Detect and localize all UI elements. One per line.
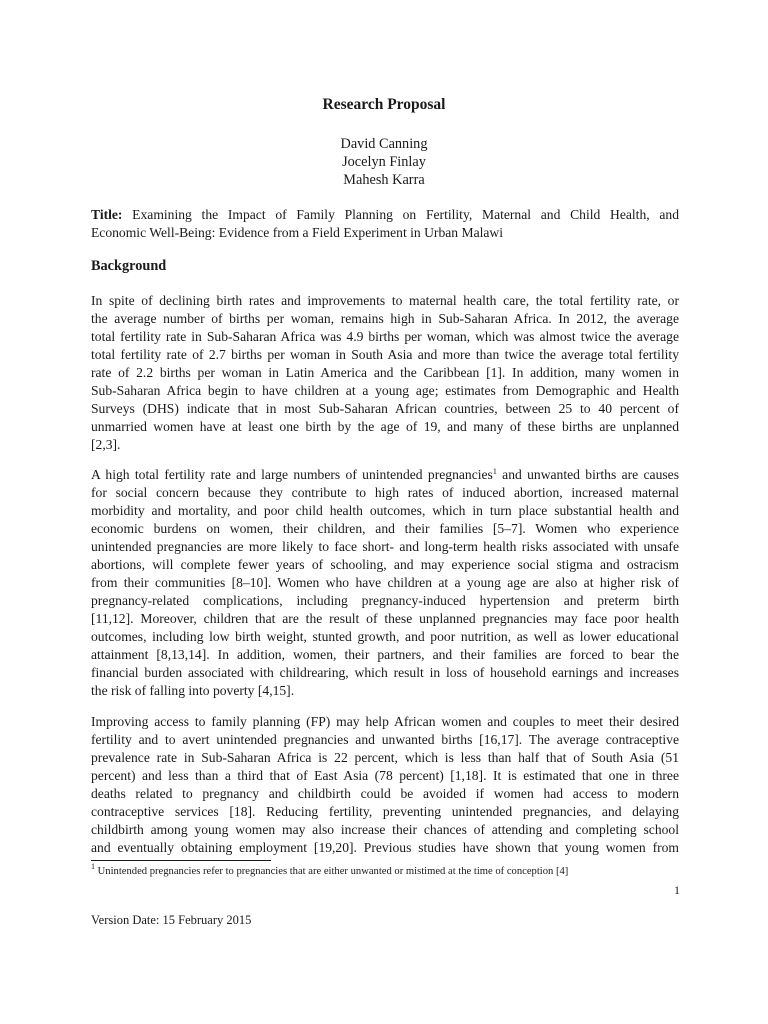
title-line — [91, 206, 679, 224]
text-line: the risk of falling into poverty [4,15]. — [91, 683, 295, 698]
paragraph-1 — [91, 292, 679, 454]
text-line: Improving access to family planning (FP) may help African women and couples to meet their desired — [91, 714, 679, 729]
text-line: Surveys (DHS) indicate that in most Sub-Saharan African countries, between 25 to 40 percent of — [91, 401, 679, 416]
text-line — [91, 466, 679, 484]
text-segment: A high total fertility rate and large numbers of unintended pregnancies — [91, 467, 493, 482]
title-line: Economic Well-Being: Evidence from a Field Experiment in Urban Malawi — [91, 225, 504, 240]
version-date: Version Date: 15 February 2015 — [91, 913, 252, 927]
text-line: pregnancy-related complications, including pregnancy-induced hypertension and preterm birth — [91, 593, 679, 608]
author-name: David Canning — [340, 136, 428, 152]
footnote-divider — [91, 860, 271, 861]
text-line: contraceptive services [18]. Reducing fertility, preventing unintended pregnancies, and delaying — [91, 804, 679, 819]
text-line: morbidity and mortality, and poor child health outcomes, which in turn place substantial health and — [91, 503, 679, 518]
text-line: [11,12]. Moreover, children that are the result of these unplanned pregnancies may face poor health — [91, 611, 679, 626]
page-number: 1 — [674, 883, 680, 897]
text-line: attainment [8,13,14]. In addition, women, their partners, and their families are forced to bear the — [91, 647, 679, 662]
text-line: fertility and to avert unintended pregnancies and unwanted births [16,17]. The average contraceptive — [91, 732, 679, 747]
paragraph-2 — [91, 466, 679, 700]
text-line: rate of 2.2 births per woman in Latin America and the Caribbean [1]. In addition, many women in — [91, 365, 679, 380]
footnote-text: Unintended pregnancies refer to pregnancies that are either unwanted or mistimed at the time of conception [4] — [95, 866, 569, 877]
author-name: Mahesh Karra — [343, 172, 425, 188]
text-line: outcomes, including low birth weight, stunted growth, and poor nutrition, as well as lower educational — [91, 629, 679, 644]
footnote-mark: 1 — [91, 862, 95, 871]
text-line: unmarried women have at least one birth by the age of 19, and many of these births are unplanned — [91, 419, 679, 434]
text-line: the average number of births per woman, remains high in Sub-Saharan Africa. In 2012, the average — [91, 311, 679, 326]
author-list — [0, 135, 768, 189]
text-line: [2,3]. — [91, 437, 121, 452]
text-line: total fertility rate in Sub-Saharan Africa was 4.9 births per woman, which was almost twice the average — [91, 329, 679, 344]
title-text: Examining the Impact of Family Planning on Fertility, Maternal and Child Health, and — [122, 207, 679, 222]
text-line: In spite of declining birth rates and improvements to maternal health care, the total fertility rate, or — [91, 293, 679, 308]
author-name: Jocelyn Finlay — [342, 154, 426, 170]
text-line: childbirth among young women may also increase their chances of attending and completing school — [91, 822, 679, 837]
text-line: abortions, will complete fewer years of schooling, and may experience social stigma and ostracism — [91, 557, 679, 572]
text-line: and eventually obtaining employment [19,20]. Previous studies have shown that young women from — [91, 840, 679, 855]
text-line: total fertility rate of 2.7 births per woman in South Asia and more than twice the average total fertility — [91, 347, 679, 362]
text-line: Sub-Saharan Africa begin to have children at a young age; estimates from Demographic and Health — [91, 383, 679, 398]
text-line: for social concern because they contribute to high rates of induced abortion, increased maternal — [91, 485, 679, 500]
text-line: economic burdens on women, their children, and their families [5–7]. Women who experience — [91, 521, 679, 536]
title-label: Title: — [91, 207, 123, 222]
text-segment: and unwanted births are causes — [496, 467, 679, 482]
footnote — [91, 862, 569, 879]
text-line: unintended pregnancies are more likely to face short- and long-term health risks associated with unsafe — [91, 539, 679, 554]
text-line: from their communities [8–10]. Women who have children at a young age are also at higher risk of — [91, 575, 679, 590]
text-line: percent) and less than a third that of East Asia (78 percent) [1,18]. It is estimated that one in three — [91, 768, 679, 783]
paragraph-3 — [91, 713, 679, 857]
footnote-reference: 1 — [492, 467, 497, 476]
document-heading: Research Proposal — [322, 96, 446, 113]
text-line: prevalence rate in Sub-Saharan Africa is 22 percent, which is less than half that of South Asia (51 — [91, 750, 679, 765]
text-line: financial burden associated with childrearing, which result in loss of household earnings and increases — [91, 665, 679, 680]
text-line: deaths related to pregnancy and childbirth could be avoided if women had access to modern — [91, 786, 679, 801]
proposal-title — [91, 206, 679, 242]
background-heading: Background — [91, 258, 167, 274]
